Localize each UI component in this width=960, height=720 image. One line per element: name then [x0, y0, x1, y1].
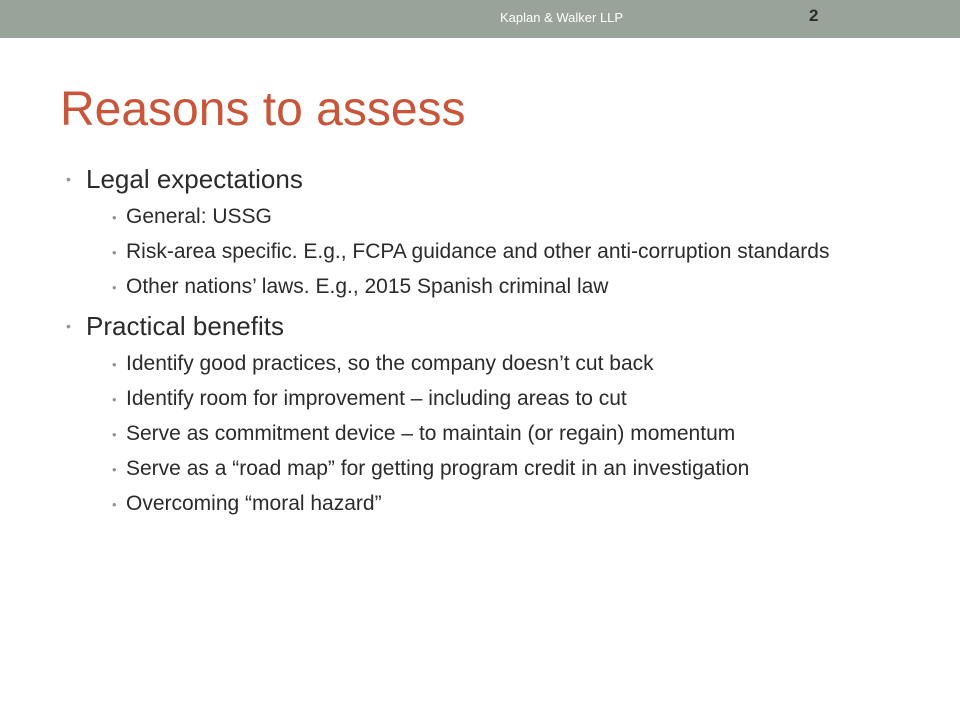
list-item	[96, 382, 926, 417]
header-bar	[0, 0, 960, 38]
bullet-icon: •	[112, 280, 117, 295]
bullet-icon: •	[112, 462, 117, 477]
list-item-text: Risk-area specific. E.g., FCPA guidance and other anti-corruption standards	[126, 240, 830, 263]
bullet-icon: •	[66, 318, 71, 334]
section-practical-benefits	[66, 305, 926, 522]
list-item-text: Identify good practices, so the company doesn’t cut back	[126, 352, 654, 375]
bullet-icon: •	[66, 171, 71, 187]
bullet-icon: •	[112, 357, 117, 372]
list-item-text: Identify room for improvement – including areas to cut	[126, 387, 627, 410]
list-item-text: Other nations’ laws. E.g., 2015 Spanish criminal law	[126, 275, 609, 298]
list-item-text: Serve as commitment device – to maintain (or regain) momentum	[126, 422, 736, 445]
list-item-text: Overcoming “moral hazard”	[126, 492, 382, 515]
section-legal-expectations	[66, 158, 926, 305]
bullet-icon: •	[112, 497, 117, 512]
page-number: 2	[809, 6, 819, 25]
bullet-icon: •	[112, 245, 117, 260]
list-item-text: Serve as a “road map” for getting program credit in an investigation	[126, 457, 750, 480]
section-label: Legal expectations	[86, 164, 303, 194]
list-item	[96, 200, 926, 235]
list-item	[96, 347, 926, 382]
section-items	[86, 347, 926, 522]
bullet-icon: •	[112, 210, 117, 225]
list-item-text: General: USSG	[126, 205, 272, 228]
list-item	[96, 487, 926, 522]
firm-name: Kaplan & Walker LLP	[500, 10, 624, 25]
slide-content	[66, 158, 926, 522]
list-item	[96, 270, 926, 305]
list-item	[96, 417, 926, 452]
bullet-icon: •	[112, 392, 117, 407]
section-items	[86, 200, 926, 305]
list-item	[96, 452, 926, 487]
section-label: Practical benefits	[86, 311, 284, 341]
bullet-icon: •	[112, 427, 117, 442]
list-item	[96, 235, 926, 270]
slide-title: Reasons to assess	[60, 83, 466, 136]
